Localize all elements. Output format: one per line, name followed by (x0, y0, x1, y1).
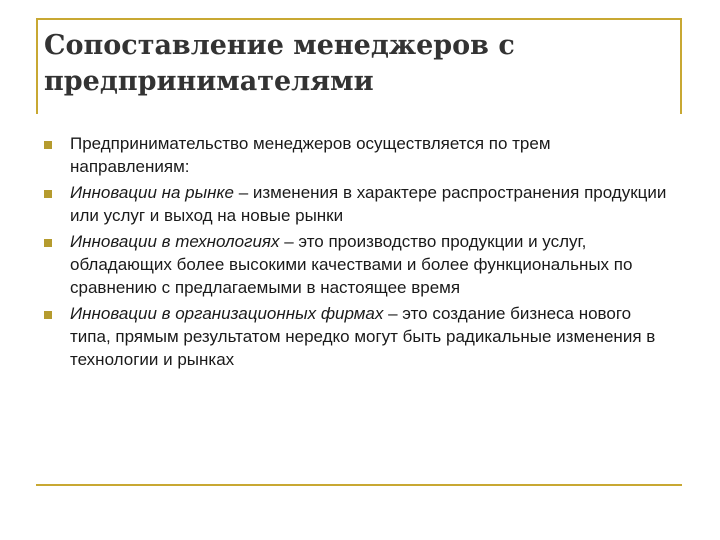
square-bullet-icon (44, 141, 52, 149)
bullet-text: – это создание бизнеса нового типа, прямым результатом нередко могут быть радикальные изменения в технологии и рынках (70, 304, 656, 369)
bullet-text: Предпринимательство менеджеров осуществляется по трем направлениям: (70, 134, 551, 176)
bullet-list (44, 132, 674, 374)
square-bullet-icon (44, 239, 52, 247)
bottom-border-line (36, 484, 682, 486)
top-border-line (36, 18, 682, 20)
right-border-line (680, 18, 682, 114)
bullet-item (44, 230, 674, 299)
square-bullet-icon (44, 311, 52, 319)
bullet-lead: Инновации в технологиях (70, 232, 280, 251)
bullet-item (44, 132, 674, 178)
bullet-text: – изменения в характере распространения продукции или услуг и выход на новые рынки (70, 183, 667, 225)
slide-title: Сопоставление менеджеров с предпринимателями (44, 30, 515, 97)
left-border-line (36, 18, 38, 114)
bullet-lead: Инновации на рынке (70, 183, 234, 202)
bullet-item (44, 181, 674, 227)
bullet-text: – это производство продукции и услуг, обладающих более высокими качествами и более функциональных по сравнению с предлагаемыми в настоящее время (70, 232, 633, 297)
bullet-item (44, 302, 674, 371)
square-bullet-icon (44, 190, 52, 198)
bullet-lead: Инновации в организационных фирмах (70, 304, 384, 323)
